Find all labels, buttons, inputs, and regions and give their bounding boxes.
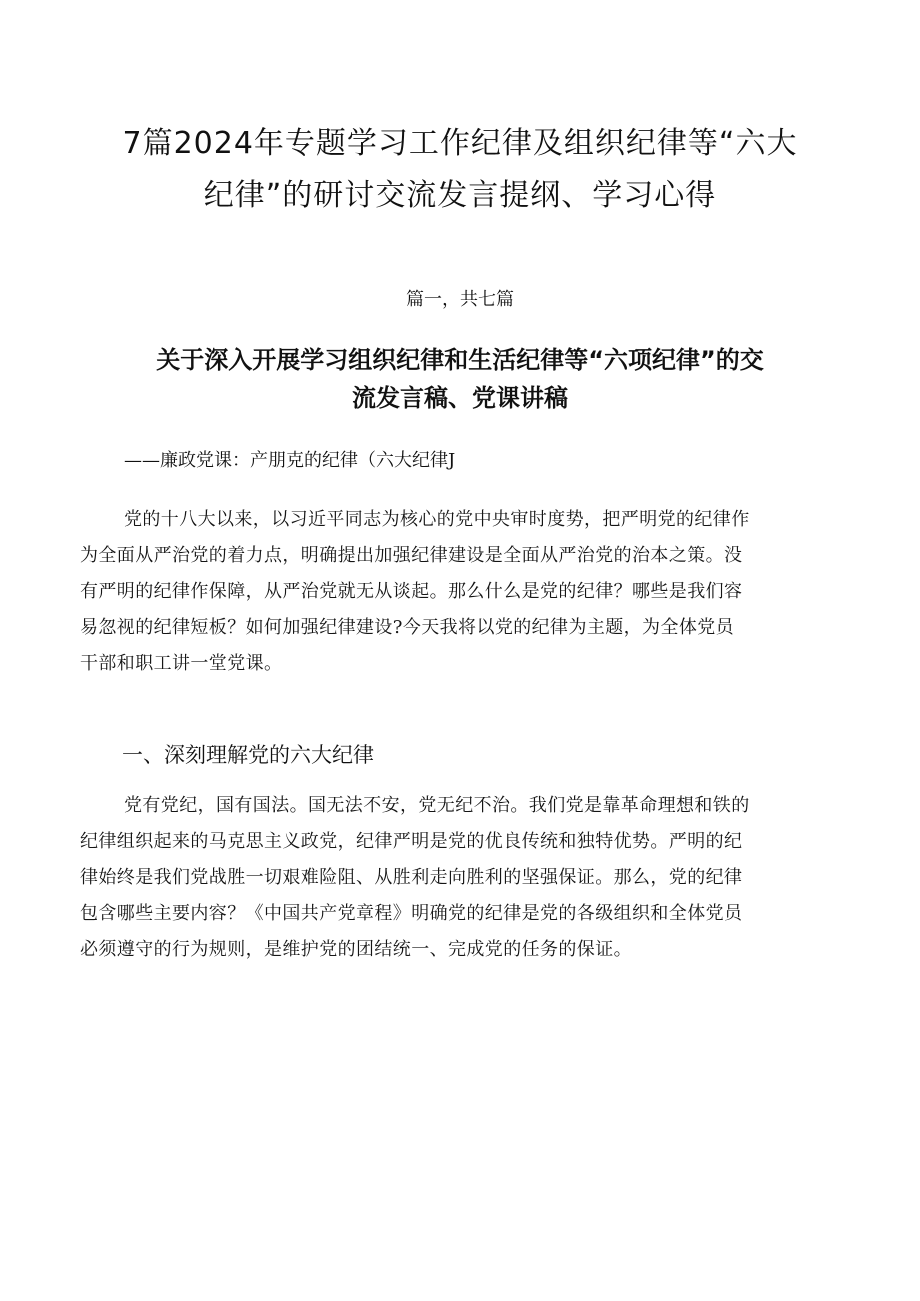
paragraph-section-1: [80, 788, 850, 968]
paragraph-line: 律始终是我们党战胜一切艰难险阻、从胜利走向胜利的坚强保证。那么，党的纪律: [80, 867, 743, 888]
byline: ——廉政党课：产朋克的纪律（六大纪律J: [124, 450, 456, 471]
paragraph-line: 为全面从严治党的着力点，明确提出加强纪律建设是全面从严治党的治本之策。没: [80, 545, 743, 566]
paragraph-line: 必须遵守的行为规则，是维护党的团结统一、完成党的任务的保证。: [80, 939, 632, 960]
paragraph-line: 有严明的纪律作保障，从严治党就无从谈起。那么什么是党的纪律？哪些是我们容: [80, 581, 743, 602]
paragraph-intro: [80, 502, 850, 682]
document-title-line-1: 7篇2024年专题学习工作纪律及组织纪律等“六大: [122, 126, 798, 161]
paragraph-line: 包含哪些主要内容？《中国共产党章程》明确党的纪律是党的各级组织和全体党员: [80, 903, 743, 924]
article-subtitle: [70, 341, 850, 417]
article-subtitle-line-2: 流发言稿、党课讲稿: [352, 384, 568, 412]
section-label: 篇一，共七篇: [406, 289, 514, 310]
paragraph-line: 纪律组织起来的马克思主义政党，纪律严明是党的优良传统和独特优势。严明的纪: [80, 831, 743, 852]
article-subtitle-line-1: 关于深入开展学习组织纪律和生活纪律等“六项纪律”的交: [156, 346, 764, 374]
document-title: [60, 118, 860, 222]
paragraph-line: 党的十八大以来，以习近平同志为核心的党中央审时度势，把严明党的纪律作: [124, 509, 750, 530]
paragraph-line: 易忽视的纪律短板？如何加强纪律建设?今天我将以党的纪律为主题，为全体党员: [80, 617, 735, 638]
section-heading-1: 一、深刻理解党的六大纪律: [122, 743, 374, 767]
document-title-line-2: 纪律”的研讨交流发言提纲、学习心得: [203, 178, 717, 213]
paragraph-line: 党有党纪，国有国法。国无法不安，党无纪不治。我们党是靠革命理想和铁的: [124, 795, 750, 816]
paragraph-line: 干部和职工讲一堂党课。: [80, 653, 283, 674]
